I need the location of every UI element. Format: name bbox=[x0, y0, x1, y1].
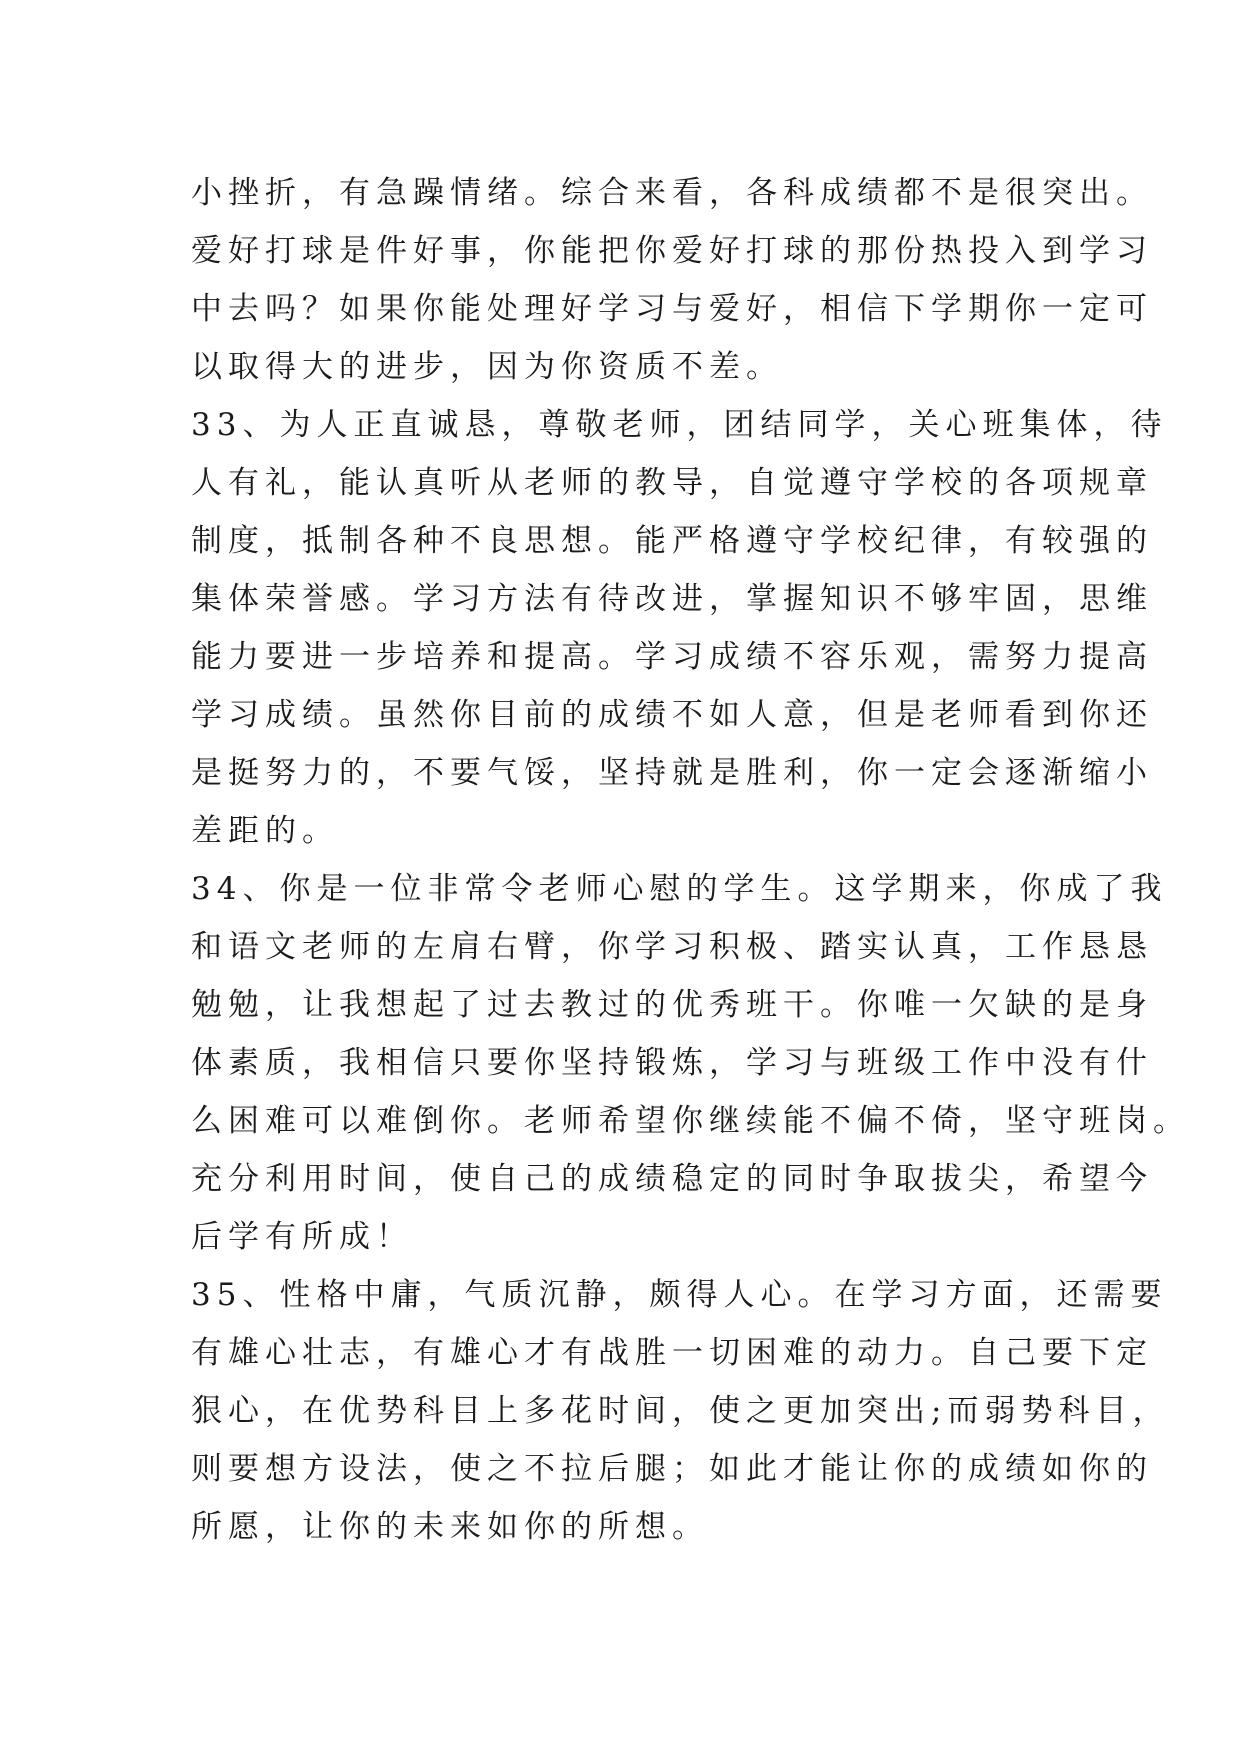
text-line: 以取得大的进步，因为你资质不差。 bbox=[191, 349, 783, 385]
text-line: 有雄心壮志，有雄心才有战胜一切困难的动力。自己要下定 bbox=[191, 1335, 1153, 1371]
text-line: 狠心，在优势科目上多花时间，使之更加突出;而弱势科目， bbox=[191, 1393, 1170, 1429]
text-line: 集体荣誉感。学习方法有待改进，掌握知识不够牢固，思维 bbox=[191, 581, 1153, 617]
text-line: 勉勉，让我想起了过去教过的优秀班干。你唯一欠缺的是身 bbox=[191, 987, 1153, 1023]
text-line: 么困难可以难倒你。老师希望你继续能不偏不倚，坚守班岗。 bbox=[191, 1103, 1190, 1139]
document-body bbox=[191, 164, 1190, 1556]
text-line: 小挫折，有急躁情绪。综合来看，各科成绩都不是很突出。 bbox=[191, 175, 1153, 211]
text-line: 学习成绩。虽然你目前的成绩不如人意，但是老师看到你还 bbox=[191, 697, 1153, 733]
text-line: 制度，抵制各种不良思想。能严格遵守学校纪律，有较强的 bbox=[191, 523, 1153, 559]
text-line: 34、你是一位非常令老师心慰的学生。这学期来，你成了我 bbox=[191, 871, 1168, 907]
text-line: 则要想方设法，使之不拉后腿；如此才能让你的成绩如你的 bbox=[191, 1451, 1153, 1487]
text-line: 充分利用时间，使自己的成绩稳定的同时争取拔尖，希望今 bbox=[191, 1161, 1153, 1197]
text-line: 33、为人正直诚恳，尊敬老师，团结同学，关心班集体，待 bbox=[191, 407, 1168, 443]
text-line: 35、性格中庸，气质沉静，颇得人心。在学习方面，还需要 bbox=[191, 1277, 1168, 1313]
text-line: 能力要进一步培养和提高。学习成绩不容乐观，需努力提高 bbox=[191, 639, 1153, 675]
text-line: 人有礼，能认真听从老师的教导，自觉遵守学校的各项规章 bbox=[191, 465, 1153, 501]
text-line: 是挺努力的，不要气馁，坚持就是胜利，你一定会逐渐缩小 bbox=[191, 755, 1153, 791]
text-line: 和语文老师的左肩右臂，你学习积极、踏实认真，工作恳恳 bbox=[191, 929, 1153, 965]
text-line: 爱好打球是件好事，你能把你爱好打球的那份热投入到学习 bbox=[191, 233, 1153, 269]
text-line: 中去吗？如果你能处理好学习与爱好，相信下学期你一定可 bbox=[191, 291, 1153, 327]
text-line: 差距的。 bbox=[191, 813, 339, 849]
text-line: 体素质，我相信只要你坚持锻炼，学习与班级工作中没有什 bbox=[191, 1045, 1153, 1081]
text-line: 后学有所成！ bbox=[191, 1219, 413, 1255]
text-line: 所愿，让你的未来如你的所想。 bbox=[191, 1509, 709, 1545]
